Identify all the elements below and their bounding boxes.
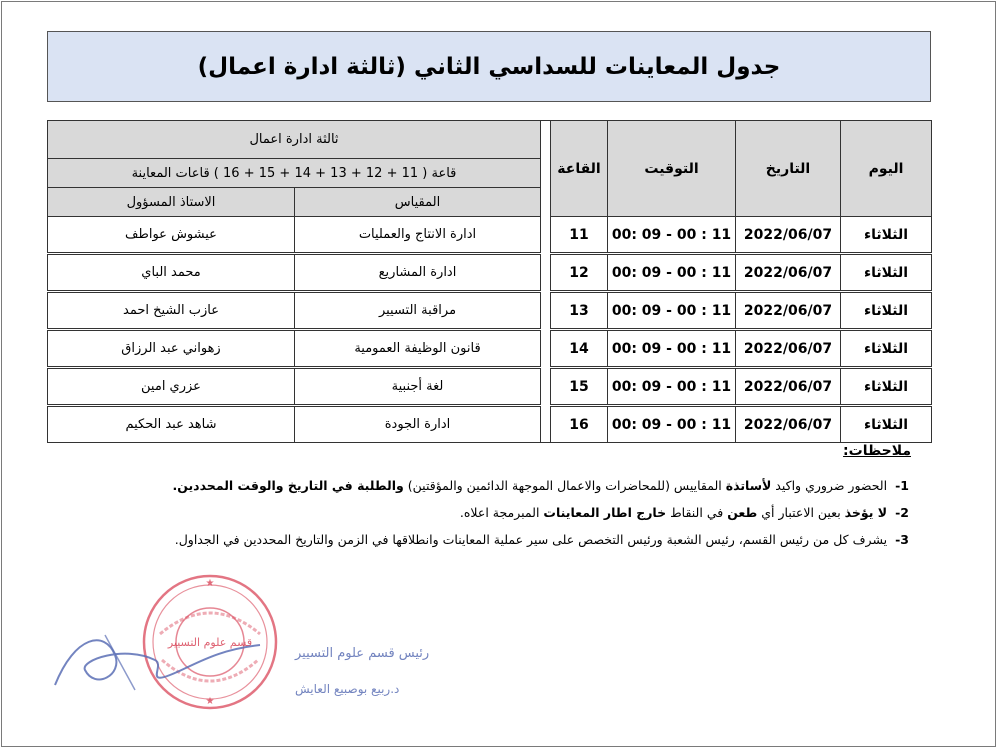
cell-professor: عزري امين xyxy=(48,368,295,406)
signature-name: د.ربيع بوصبيع العايش xyxy=(295,682,400,696)
cell-subject: لغة أجنبية xyxy=(295,368,541,406)
table-row xyxy=(48,217,932,254)
cell-day: الثلاثاء xyxy=(841,254,932,292)
cell-professor: عيشوش عواطف xyxy=(48,217,295,254)
header-day: اليوم xyxy=(841,121,932,217)
cell-date: 2022/06/07 xyxy=(736,330,841,368)
cell-room: 12 xyxy=(551,254,608,292)
note-item xyxy=(149,532,909,548)
table-row xyxy=(48,254,932,292)
cell-room: 15 xyxy=(551,368,608,406)
note-text: لا يؤخذ بعين الاعتبار أي طعن في النقاط خارج اطار المعاينات المبرمجة اعلاه. xyxy=(459,505,888,520)
notes-list xyxy=(149,478,909,559)
header-subject: المقياس xyxy=(295,188,541,217)
svg-text:★: ★ xyxy=(205,578,215,589)
cell-time: 11 : 00 - 09 :00 xyxy=(608,330,736,368)
cell-date: 2022/06/07 xyxy=(736,217,841,254)
notes-title: ملاحظات: xyxy=(843,443,911,459)
cell-date: 2022/06/07 xyxy=(736,406,841,443)
table-row xyxy=(48,406,932,443)
header-rooms-line: قاعة ( 11 + 12 + 13 + 14 + 15 + 16 ) قاعات المعاينة xyxy=(48,159,541,188)
cell-time: 11 : 00 - 09 :00 xyxy=(608,406,736,443)
schedule-table xyxy=(47,120,932,443)
header-room: القاعة xyxy=(551,121,608,217)
cell-subject: قانون الوظيفة العمومية xyxy=(295,330,541,368)
table-row xyxy=(48,292,932,330)
cell-subject: مراقبة التسيير xyxy=(295,292,541,330)
table-row xyxy=(48,330,932,368)
note-item xyxy=(149,478,909,494)
header-time: التوقيت xyxy=(608,121,736,217)
cell-date: 2022/06/07 xyxy=(736,254,841,292)
cell-room: 11 xyxy=(551,217,608,254)
signature-label: رئيس قسم علوم التسيير xyxy=(295,646,430,661)
note-number: 3- xyxy=(895,532,909,547)
cell-professor: شاهد عبد الحكيم xyxy=(48,406,295,443)
svg-text:★: ★ xyxy=(205,696,215,707)
signature xyxy=(45,615,430,705)
cell-time: 11 : 00 - 09 :00 xyxy=(608,368,736,406)
stamp-center-text: قسم علوم التسيير xyxy=(167,636,253,649)
cell-room: 16 xyxy=(551,406,608,443)
cell-date: 2022/06/07 xyxy=(736,292,841,330)
note-number: 1- xyxy=(895,478,909,493)
cell-subject: ادارة الجودة xyxy=(295,406,541,443)
page-title: جدول المعاينات للسداسي الثاني (ثالثة ادارة اعمال) xyxy=(47,31,931,102)
cell-day: الثلاثاء xyxy=(841,368,932,406)
cell-room: 13 xyxy=(551,292,608,330)
cell-day: الثلاثاء xyxy=(841,217,932,254)
cell-day: الثلاثاء xyxy=(841,330,932,368)
header-date: التاريخ xyxy=(736,121,841,217)
note-number: 2- xyxy=(895,505,909,520)
cell-professor: محمد الباي xyxy=(48,254,295,292)
header-group: ثالثة ادارة اعمال xyxy=(48,121,541,159)
table-row xyxy=(48,368,932,406)
note-item xyxy=(149,505,909,521)
cell-time: 11 : 00 - 09 :00 xyxy=(608,254,736,292)
note-text: يشرف كل من رئيس القسم، رئيس الشعبة ورئيس التخصص على سير عملية المعاينات وانطلاقها في الزمن والتاريخ المحددين في الجداول. xyxy=(174,532,888,547)
cell-subject: ادارة المشاريع xyxy=(295,254,541,292)
cell-date: 2022/06/07 xyxy=(736,368,841,406)
note-text: الحضور ضروري واكيد لأساتذة المقاييس (للمحاضرات والاعمال الموجهة الدائمين والمؤقتين) والطلبة في التاريخ والوقت المحددين. xyxy=(172,478,888,493)
cell-subject: ادارة الانتاج والعمليات xyxy=(295,217,541,254)
cell-day: الثلاثاء xyxy=(841,292,932,330)
cell-time: 11 : 00 - 09 :00 xyxy=(608,292,736,330)
header-professor: الاستاذ المسؤول xyxy=(48,188,295,217)
cell-professor: زهواني عبد الرزاق xyxy=(48,330,295,368)
cell-professor: عازب الشيخ احمد xyxy=(48,292,295,330)
cell-day: الثلاثاء xyxy=(841,406,932,443)
cell-room: 14 xyxy=(551,330,608,368)
cell-time: 11 : 00 - 09 :00 xyxy=(608,217,736,254)
